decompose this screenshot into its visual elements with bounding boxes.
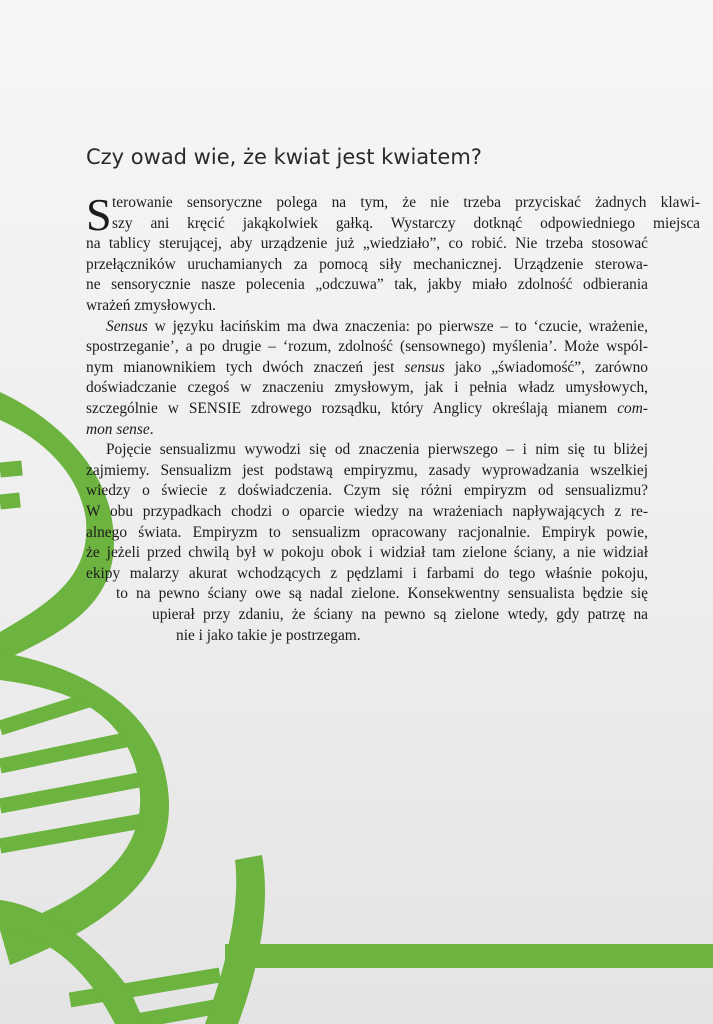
text-line: alnego świata. Empiryzm to sensualizm opracowany racjonalnie. Empiryk powie, xyxy=(86,523,648,541)
text-segment: jako „świadomość”, zarówno xyxy=(444,358,648,376)
text-line xyxy=(86,420,154,440)
text-line: terowanie sensoryczne polega na tym, że nie trzeba przyciskać żadnych klawi- xyxy=(112,194,700,211)
text-line: szy ani kręcić jakąkolwiek gałką. Wystarczy dotknąć odpowiedniego miejsca xyxy=(112,214,700,232)
text-line xyxy=(86,399,648,419)
text-line: nie i jako takie je postrzegam. xyxy=(176,626,361,644)
text-line: Pojęcie sensualizmu wywodzi się od znaczenia pierwszego – i nim się tu bliżej xyxy=(106,441,648,459)
text-line xyxy=(106,317,648,337)
text-segment: w języku łacińskim ma dwa znaczenia: po pierwsze – to ‘czucie, wrażenie, xyxy=(147,317,648,335)
page-title: Czy owad wie, że kwiat jest kwiatem? xyxy=(86,145,482,169)
text-segment: nym mianownikiem tych dwóch znaczeń jest xyxy=(86,358,405,376)
italic-term: Sensus xyxy=(106,317,148,335)
text-line: ne sensorycznie nasze polecenia „odczuwa” tak, jakby miało zdolność odbierania xyxy=(86,276,648,294)
text-line: spostrzeganie’, a po drugie – ‘rozum, zdolność (sensownego) myślenia’. Może wspól- xyxy=(86,338,648,356)
italic-term: sensus xyxy=(404,358,445,376)
text-line: upierał przy zdaniu, że ściany na pewno są zielone wtedy, gdy patrzę na xyxy=(152,606,648,623)
drop-cap: S xyxy=(86,189,112,240)
text-line: że jeżeli przed chwilą był w pokoju obok i widział tam zielone ściany, a nie widział xyxy=(86,544,648,562)
italic-term: com- xyxy=(617,400,648,417)
text-line: wrażeń zmysłowych. xyxy=(86,297,216,314)
text-line: na tablicy sterującej, aby urządzenie już „wiedziało”, co robić. Nie trzeba stosować xyxy=(86,235,648,253)
text-line: doświadczanie czegoś w znaczeniu zmysłowym, jak i pełnia władz umysłowych, xyxy=(86,379,648,397)
text-line: wiedzy o świecie z doświadczenia. Czym się różni empiryzm od sensualizmu? xyxy=(86,482,648,500)
text-line: przełączników uruchamianych za pomocą siły mechanicznej. Urządzenie sterowa- xyxy=(86,255,648,273)
text-segment: . xyxy=(149,420,154,438)
text-line xyxy=(86,358,648,378)
text-line: zajmiemy. Sensualizm jest podstawą empiryzmu, zasady wyprowadzania wszelkiej xyxy=(86,461,648,479)
text-line: W obu przypadkach chodzi o oparcie wiedzy na wrażeniach napływających z re- xyxy=(86,503,648,520)
text-segment: szczególnie w SENSIE zdrowego rozsądku, który Anglicy określają mianem xyxy=(86,400,618,417)
italic-term: mon sense xyxy=(86,420,150,438)
text-line: ekipy malarzy akurat wchodzących z pędzlami i farbami do tego właśnie pokoju, xyxy=(86,564,648,582)
text-line: to na pewno ściany owe są nadal zielone. Konsekwentny sensualista będzie się xyxy=(116,585,648,603)
